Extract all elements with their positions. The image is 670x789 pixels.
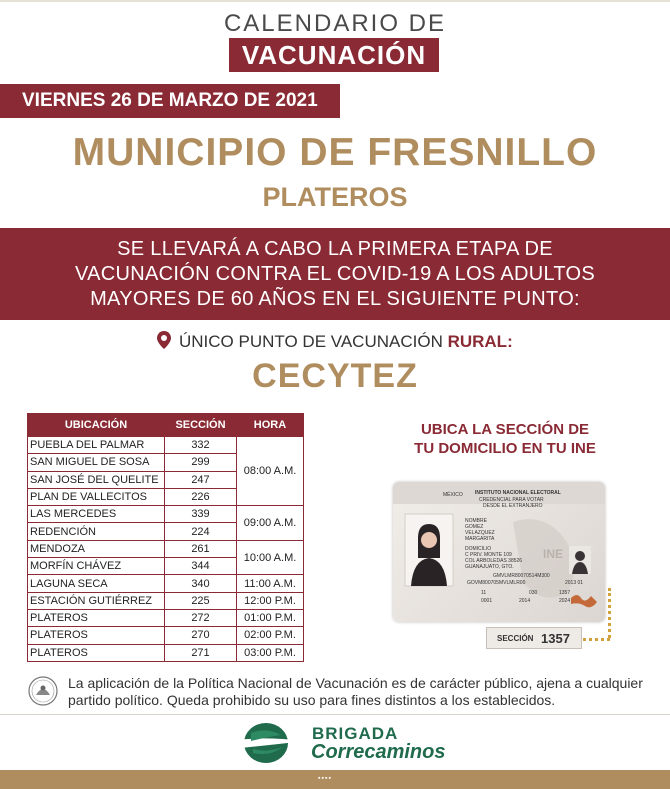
table-row (28, 575, 304, 592)
ine-watermark: INE (543, 547, 564, 561)
ubicacion-cell: SAN MIGUEL DE SOSA (28, 454, 165, 471)
announcement-banner (0, 228, 670, 320)
table-row (28, 506, 304, 523)
hora-cell: 02:00 P.M. (237, 627, 304, 644)
seccion-cell: 225 (165, 592, 237, 609)
brand-line-2: Correcaminos (311, 741, 446, 763)
ine-address-line: GUANAJUATO, GTO. (465, 564, 514, 570)
table-header-row (28, 414, 304, 437)
hora-cell: 11:00 A.M. (237, 575, 304, 592)
ine-institute: INSTITUTO NACIONAL ELECTORAL (475, 490, 561, 496)
ine-from-abroad: DESDE EL EXTRANJERO (483, 503, 543, 509)
ubicacion-cell: PLATEROS (28, 644, 165, 661)
footer-divider (0, 714, 670, 715)
seccion-cell: 272 (165, 609, 237, 626)
ubicacion-cell: PLATEROS (28, 609, 165, 626)
social-media-icons: ▪▪▪▪ (318, 775, 332, 782)
ubicacion-cell: LAGUNA SECA (28, 575, 165, 592)
ine-card-image (393, 482, 605, 622)
ubicacion-cell: LAS MERCEDES (28, 506, 165, 523)
announcement-line: MAYORES DE 60 AÑOS EN EL SIGUIENTE PUNTO: (90, 288, 580, 310)
ine-address-label: DOMICILIO (465, 546, 492, 552)
header-hora: HORA (237, 414, 304, 437)
seccion-cell: 224 (165, 523, 237, 540)
seccion-cell: 332 (165, 437, 237, 454)
footer-bar (0, 770, 670, 789)
ubicacion-cell: MENDOZA (28, 540, 165, 557)
ine-instruction (400, 420, 610, 458)
seccion-cell: 247 (165, 471, 237, 488)
ine-credential: CREDENCIAL PARA VOTAR (479, 497, 544, 503)
vaccination-point-name: CECYTEZ (252, 357, 418, 395)
ine-state: 11 (481, 590, 487, 596)
date-banner: VIERNES 26 DE MARZO DE 2021 (0, 84, 340, 118)
ine-name-line: MARGARITA (465, 536, 495, 542)
ine-curp: GOVM800705MVLMLR00 (467, 580, 526, 586)
ubicacion-cell: SAN JOSÉ DEL QUELITE (28, 471, 165, 488)
location-pin-icon (157, 331, 171, 349)
ine-address-line: COL ARBOLEDAS 38526 (465, 558, 523, 564)
vaccination-point-line (0, 331, 670, 352)
hora-cell: 09:00 A.M. (237, 506, 304, 541)
seccion-cell: 271 (165, 644, 237, 661)
brand-line-1: BRIGADA (312, 724, 399, 743)
ine-country: MÉXICO (443, 492, 463, 498)
ine-instruction-line: TU DOMICILIO EN TU INE (414, 440, 596, 457)
header-seccion: SECCIÓN (165, 414, 237, 437)
seccion-cell: 261 (165, 540, 237, 557)
ine-name-line: VELAZQUEZ (465, 530, 495, 536)
header-ubicacion: UBICACIÓN (28, 414, 165, 437)
seccion-cell: 339 (165, 506, 237, 523)
highlight-connector (583, 638, 610, 641)
table-row (28, 540, 304, 557)
ine-seccion-small: 1357 (559, 590, 571, 596)
ubicacion-cell: PUEBLA DEL PALMAR (28, 437, 165, 454)
ine-year: 2013 01 (565, 580, 584, 586)
seccion-cell: 299 (165, 454, 237, 471)
government-seal-icon (27, 675, 59, 707)
table-row (28, 627, 304, 644)
seccion-highlight (486, 627, 582, 649)
ubicacion-cell: MORFÍN CHÁVEZ (28, 558, 165, 575)
ine-localidad: 0001 (481, 598, 493, 604)
ubicacion-cell: PLATEROS (28, 627, 165, 644)
top-divider (0, 0, 670, 2)
hora-cell: 12:00 P.M. (237, 592, 304, 609)
seccion-label: SECCIÓN (497, 634, 534, 643)
ubicacion-cell: PLAN DE VALLECITOS (28, 488, 165, 505)
brigada-logo-icon (221, 719, 307, 765)
schedule-table (27, 413, 304, 662)
hora-cell: 08:00 A.M. (237, 437, 304, 506)
vaccination-title: VACUNACIÓN (229, 38, 439, 72)
announcement-line: SE LLEVARÁ A CABO LA PRIMERA ETAPA DE (117, 238, 553, 260)
ine-municipio: 030 (529, 590, 538, 596)
seccion-cell: 270 (165, 627, 237, 644)
table-row (28, 592, 304, 609)
municipality-title: MUNICIPIO DE FRESNILLO (72, 131, 598, 174)
seccion-value: 1357 (541, 631, 570, 646)
announcement-line: VACUNACIÓN CONTRA EL COVID-19 A LOS ADULTOS (74, 263, 596, 285)
vaccination-point-label: ÚNICO PUNTO DE VACUNACIÓN (179, 332, 443, 351)
seccion-cell: 226 (165, 488, 237, 505)
table-row (28, 644, 304, 661)
ine-vigencia: 2024 (559, 598, 571, 604)
seccion-cell: 344 (165, 558, 237, 575)
ine-address-line: C PRIV. MONTE 109 (465, 552, 512, 558)
hora-cell: 03:00 P.M. (237, 644, 304, 661)
highlight-connector (608, 588, 611, 638)
calendar-title: CALENDARIO DE (223, 10, 447, 37)
ine-instruction-line: UBICA LA SECCIÓN DE (420, 421, 590, 438)
locality-title: PLATEROS (262, 182, 408, 212)
ubicacion-cell: ESTACIÓN GUTIÉRREZ (28, 592, 165, 609)
table-row (28, 609, 304, 626)
table-row (28, 437, 304, 454)
ubicacion-cell: REDENCIÓN (28, 523, 165, 540)
ine-elector-key: GMVLMR80070514M300 (493, 573, 550, 579)
ine-name-line: GOMEZ (465, 524, 484, 530)
hora-cell: 01:00 P.M. (237, 609, 304, 626)
vaccination-point-type: RURAL: (447, 332, 513, 351)
seccion-cell: 340 (165, 575, 237, 592)
ine-emision: 2014 (519, 598, 531, 604)
hora-cell: 10:00 A.M. (237, 540, 304, 575)
ine-name-label: NOMBRE (465, 518, 487, 524)
legal-disclaimer: La aplicación de la Política Nacional de Vacunación es de carácter público, ajena a cualquier partido político. Queda prohibido su uso para fines distintos a los establecidos. (68, 675, 643, 708)
